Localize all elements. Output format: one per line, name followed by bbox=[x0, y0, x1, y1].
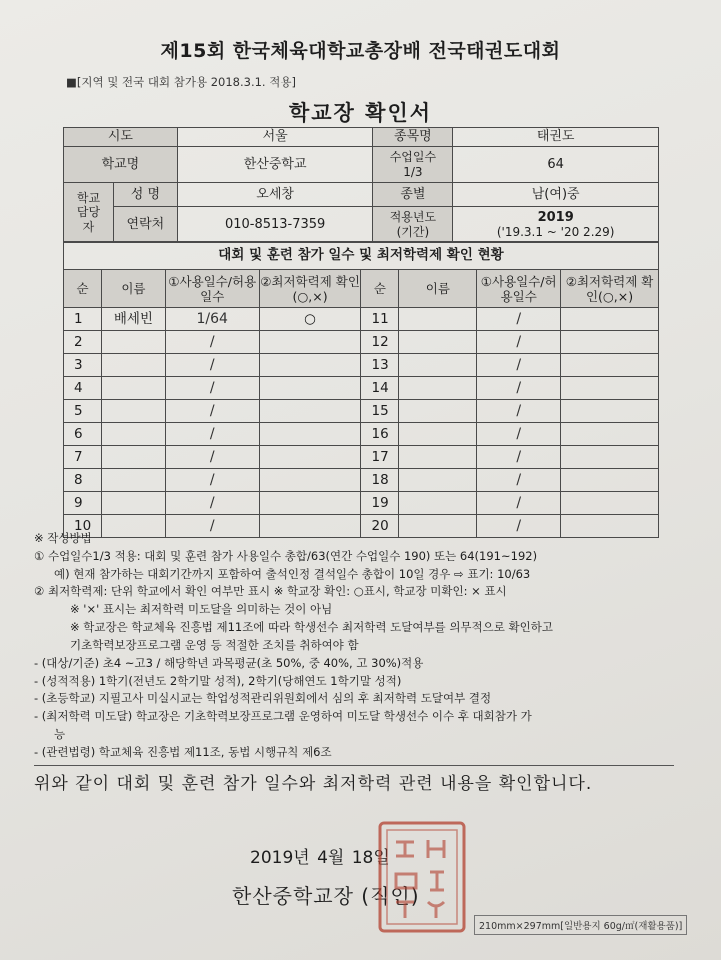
row-no: 2 bbox=[64, 331, 102, 354]
row-check bbox=[561, 400, 659, 423]
col-check: ②최저학력제 확인(○,×) bbox=[561, 270, 659, 308]
row-no: 13 bbox=[361, 354, 399, 377]
row-check bbox=[259, 469, 361, 492]
row-name bbox=[101, 423, 165, 446]
principal-signature-line: 한산중학교장 (직인) bbox=[232, 884, 420, 908]
instruction-line: - (성적적용) 1학기(전년도 2학기말 성적), 2학기(당해연도 1학기말 성적) bbox=[34, 673, 402, 688]
school-label: 학교명 bbox=[64, 147, 178, 183]
row-name bbox=[399, 354, 477, 377]
instruction-line: 능 bbox=[54, 726, 66, 741]
year-label: 적용년도 (기간) bbox=[373, 207, 453, 243]
row-check bbox=[561, 492, 659, 515]
row-name bbox=[399, 446, 477, 469]
row-check bbox=[561, 377, 659, 400]
table-row bbox=[64, 400, 659, 423]
name-value: 오세창 bbox=[177, 183, 373, 207]
instruction-line: ※ '×' 표시는 최저학력 미도달을 의미하는 것이 아님 bbox=[70, 602, 333, 617]
status-section-title: 대회 및 훈련 참가 일수 및 최저학력제 확인 현황 bbox=[63, 241, 659, 269]
table-row bbox=[64, 423, 659, 446]
row-days: / bbox=[477, 377, 561, 400]
row-no: 1 bbox=[64, 308, 102, 331]
row-name bbox=[101, 400, 165, 423]
instruction-line: - (초등학교) 지필고사 미실시교는 학업성적관리위원회에서 심의 후 최저학력 도달여부 결정 bbox=[34, 691, 492, 706]
divider bbox=[34, 765, 674, 766]
row-no: 8 bbox=[64, 469, 102, 492]
instruction-line: ① 수업일수1/3 적용: 대회 및 훈련 참가 사용일수 총합/63(연간 수업일수 190) 또는 64(191~192) bbox=[34, 548, 538, 563]
row-no: 12 bbox=[361, 331, 399, 354]
row-check bbox=[259, 492, 361, 515]
col-name: 이름 bbox=[399, 270, 477, 308]
name-label: 성 명 bbox=[113, 183, 177, 207]
row-no: 15 bbox=[361, 400, 399, 423]
row-days: / bbox=[165, 354, 259, 377]
row-days: / bbox=[477, 469, 561, 492]
row-no: 9 bbox=[64, 492, 102, 515]
main-title: 제15회 한국체육대학교총장배 전국태권도대회 bbox=[160, 40, 561, 62]
row-check bbox=[561, 354, 659, 377]
table-row bbox=[64, 446, 659, 469]
event-label: 종목명 bbox=[373, 128, 453, 147]
row-no: 19 bbox=[361, 492, 399, 515]
col-no: 순 bbox=[361, 270, 399, 308]
row-check bbox=[561, 446, 659, 469]
attendance-label: 수업일수 1/3 bbox=[373, 147, 453, 183]
row-name bbox=[101, 492, 165, 515]
row-name bbox=[101, 331, 165, 354]
sido-label: 시도 bbox=[64, 128, 178, 147]
sido-value: 서울 bbox=[177, 128, 373, 147]
row-name: 배세빈 bbox=[101, 308, 165, 331]
col-check: ②최저학력제 확인(○,×) bbox=[259, 270, 361, 308]
table-row bbox=[64, 308, 659, 331]
row-no: 6 bbox=[64, 423, 102, 446]
row-no: 11 bbox=[361, 308, 399, 331]
col-days: ①사용일수/허용일수 bbox=[165, 270, 259, 308]
instruction-line: - (관련법령) 학교체육 진흥법 제11조, 동법 시행규칙 제6조 bbox=[34, 744, 332, 759]
year-value: 2019 bbox=[537, 209, 574, 225]
form-subnote: ■[지역 및 전국 대회 참가용 2018.3.1. 적용] bbox=[66, 75, 296, 89]
instruction-line: - (최저학력 미도달) 학교장은 기초학력보장프로그램 운영하여 미도달 학생선수 이수 후 대회참가 가 bbox=[34, 709, 532, 724]
row-no: 7 bbox=[64, 446, 102, 469]
row-days: / bbox=[165, 515, 259, 538]
row-name bbox=[399, 331, 477, 354]
paper-spec-note: 210mm×297mm[일반용지 60g/㎡(재활용품)] bbox=[474, 915, 687, 935]
row-check bbox=[259, 354, 361, 377]
row-no: 16 bbox=[361, 423, 399, 446]
row-no: 18 bbox=[361, 469, 399, 492]
row-name bbox=[101, 354, 165, 377]
row-days: / bbox=[165, 377, 259, 400]
row-check bbox=[259, 400, 361, 423]
status-table bbox=[63, 269, 659, 538]
row-no: 4 bbox=[64, 377, 102, 400]
instruction-line: 기초학력보장프로그램 운영 등 적절한 조치를 취하여야 함 bbox=[70, 637, 359, 652]
row-name bbox=[399, 492, 477, 515]
row-days: / bbox=[477, 423, 561, 446]
year-period: ('19.3.1 ~ '20 2.29) bbox=[496, 225, 615, 240]
row-days: / bbox=[477, 515, 561, 538]
col-no: 순 bbox=[64, 270, 102, 308]
row-days: / bbox=[477, 354, 561, 377]
instruction-line: ② 최저학력제: 단위 학교에서 확인 여부만 표시 ※ 학교장 확인: ○표시, 학교장 미확인: × 표시 bbox=[34, 584, 507, 599]
signing-date: 2019년 4월 18일 bbox=[250, 848, 390, 868]
row-days: / bbox=[165, 331, 259, 354]
instruction-line: ※ 작성방법 bbox=[34, 531, 92, 545]
row-days: / bbox=[165, 446, 259, 469]
row-days: / bbox=[165, 400, 259, 423]
instruction-line: - (대상/기준) 초4 ~고3 / 해당학년 과목평균(초 50%, 중 40%, 고 30%)적용 bbox=[34, 655, 424, 670]
row-check bbox=[561, 331, 659, 354]
row-days: / bbox=[477, 446, 561, 469]
table-row bbox=[64, 331, 659, 354]
row-no: 10 bbox=[64, 515, 102, 538]
col-name: 이름 bbox=[101, 270, 165, 308]
gender-label: 종별 bbox=[373, 183, 453, 207]
contact-label: 연락처 bbox=[113, 207, 177, 243]
row-check bbox=[561, 423, 659, 446]
table-row bbox=[64, 354, 659, 377]
attendance-value: 64 bbox=[453, 147, 659, 183]
row-days: / bbox=[477, 308, 561, 331]
row-name bbox=[101, 446, 165, 469]
row-name bbox=[101, 377, 165, 400]
info-table bbox=[63, 127, 659, 243]
row-check: ○ bbox=[259, 308, 361, 331]
row-days: / bbox=[165, 469, 259, 492]
row-name bbox=[399, 469, 477, 492]
row-days: / bbox=[477, 492, 561, 515]
confirmation-text: 위와 같이 대회 및 훈련 참가 일수와 최저학력 관련 내용을 확인합니다. bbox=[34, 774, 593, 794]
row-name bbox=[399, 308, 477, 331]
row-check bbox=[561, 469, 659, 492]
event-value: 태권도 bbox=[453, 128, 659, 147]
instructions bbox=[34, 530, 694, 762]
row-no: 17 bbox=[361, 446, 399, 469]
year-cell bbox=[453, 207, 659, 243]
table-row bbox=[64, 377, 659, 400]
row-name bbox=[399, 423, 477, 446]
row-name bbox=[399, 400, 477, 423]
row-no: 3 bbox=[64, 354, 102, 377]
row-no: 5 bbox=[64, 400, 102, 423]
table-row bbox=[64, 492, 659, 515]
manager-label: 학교 담당자 bbox=[64, 183, 114, 243]
row-check bbox=[259, 446, 361, 469]
official-seal-stamp bbox=[374, 818, 470, 936]
instruction-line: ※ 학교장은 학교체육 진흥법 제11조에 따라 학생선수 최저학력 도달여부를 의무적으로 확인하고 bbox=[70, 620, 553, 635]
row-days: 1/64 bbox=[165, 308, 259, 331]
col-days: ①사용일수/허용일수 bbox=[477, 270, 561, 308]
row-name bbox=[399, 377, 477, 400]
row-days: / bbox=[165, 423, 259, 446]
table-row bbox=[64, 469, 659, 492]
row-check bbox=[259, 423, 361, 446]
school-value: 한산중학교 bbox=[177, 147, 373, 183]
document-title: 학교장 확인서 bbox=[288, 101, 433, 125]
row-days: / bbox=[477, 400, 561, 423]
row-check bbox=[259, 331, 361, 354]
row-days: / bbox=[165, 492, 259, 515]
row-check bbox=[561, 308, 659, 331]
instruction-line: 예) 현재 참가하는 대회기간까지 포함하여 출석인정 결석일수 총합이 10일 경우 ⇨ 표기: 10/63 bbox=[54, 566, 531, 581]
row-days: / bbox=[477, 331, 561, 354]
row-check bbox=[259, 377, 361, 400]
contact-value: 010-8513-7359 bbox=[177, 207, 373, 243]
row-no: 14 bbox=[361, 377, 399, 400]
row-name bbox=[101, 469, 165, 492]
row-no: 20 bbox=[361, 515, 399, 538]
gender-value: 남(여)중 bbox=[453, 183, 659, 207]
